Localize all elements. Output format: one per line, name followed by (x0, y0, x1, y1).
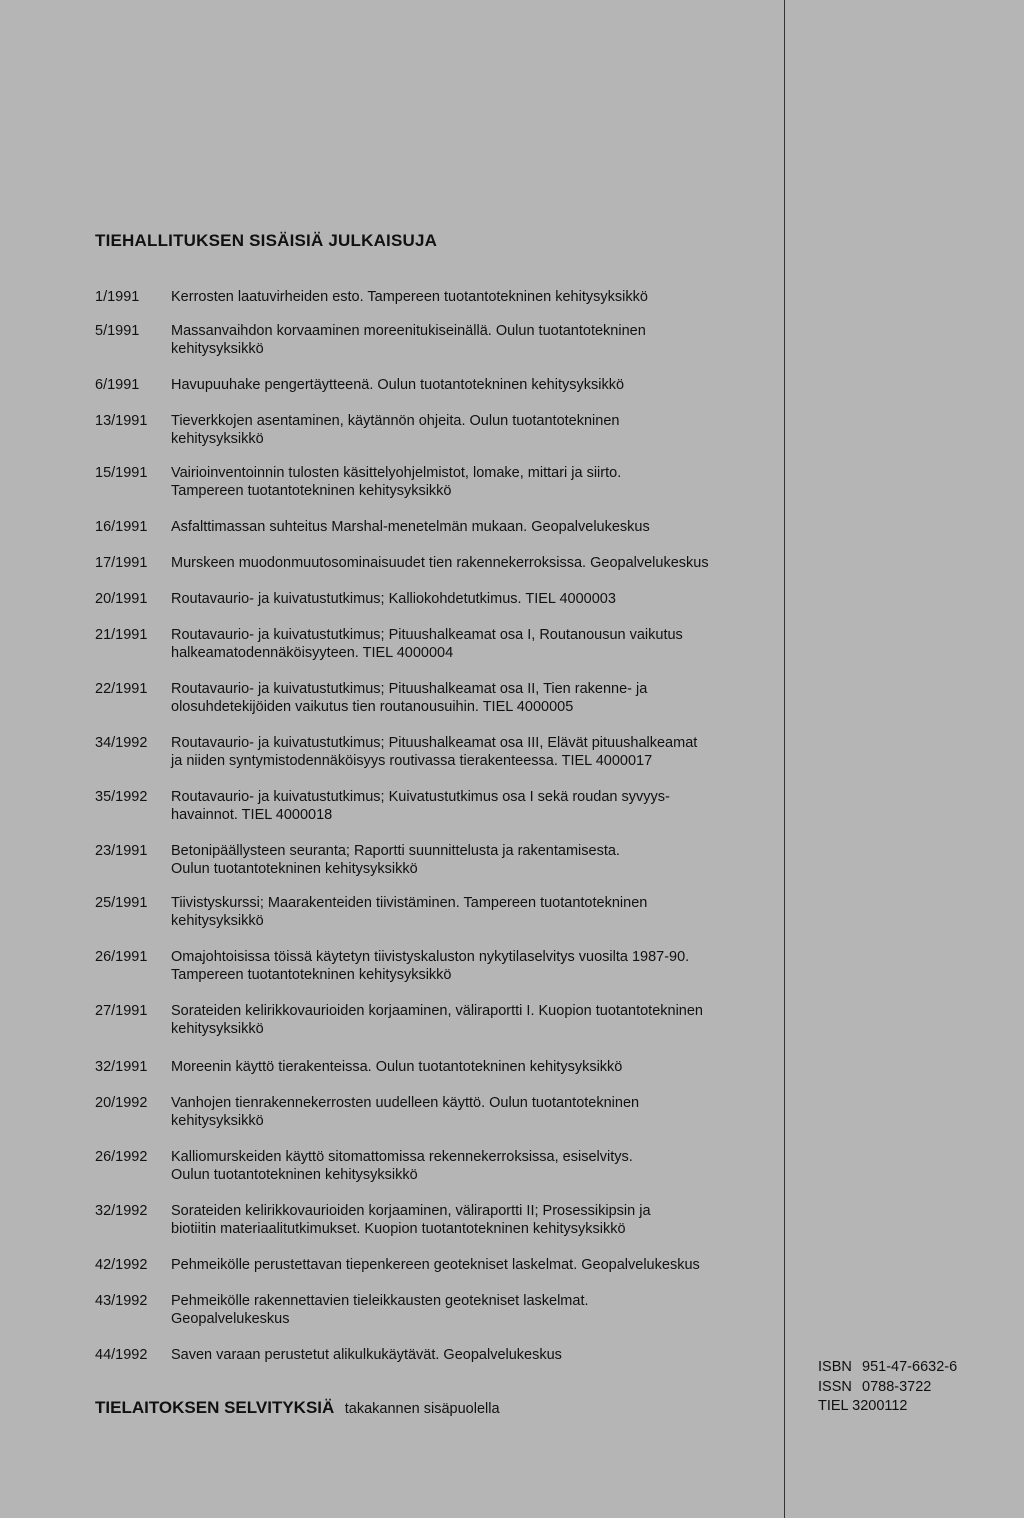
list-item (95, 1148, 783, 1184)
publication-title-line: havainnot. TIEL 4000018 (171, 807, 333, 823)
publication-number: 25/1991 (95, 895, 148, 911)
list-item (95, 788, 783, 824)
list-item (95, 894, 783, 930)
publication-title-line: Murskeen muodonmuutosominaisuudet tien rakennekerroksissa. Geopalvelukeskus (171, 555, 709, 571)
publication-number: 22/1991 (95, 681, 148, 697)
publication-title-line: Routavaurio- ja kuivatustutkimus; Pituushalkeamat osa II, Tien rakenne- ja (171, 681, 648, 697)
isbn-label: ISBN (818, 1359, 852, 1375)
publication-title (171, 1148, 783, 1184)
publication-number: 26/1991 (95, 949, 148, 965)
publication-title (171, 1292, 783, 1328)
publication-title (171, 788, 783, 824)
publication-title-line: Oulun tuotantotekninen kehitysyksikkö (171, 1167, 418, 1183)
issn-line (818, 1378, 957, 1398)
publication-title-line: kehitysyksikkö (171, 913, 264, 929)
publication-title (171, 1094, 783, 1130)
publication-number: 17/1991 (95, 555, 148, 571)
publication-title (171, 1256, 783, 1274)
list-item (95, 1346, 783, 1364)
publication-title-line: Pehmeikölle perustettavan tiepenkereen geotekniset laskelmat. Geopalvelukeskus (171, 1257, 700, 1273)
footer-line (95, 1398, 500, 1418)
publication-title-line: Geopalvelukeskus (171, 1311, 290, 1327)
publication-number: 44/1992 (95, 1347, 148, 1363)
publication-title-line: Kerrosten laatuvirheiden esto. Tampereen tuotantotekninen kehitysyksikkö (171, 289, 648, 305)
publication-title-line: Routavaurio- ja kuivatustutkimus; Kalliokohdetutkimus. TIEL 4000003 (171, 591, 616, 607)
publication-title (171, 376, 783, 394)
tiel-value: 3200112 (852, 1398, 908, 1414)
publication-number: 5/1991 (95, 323, 140, 339)
list-item (95, 1202, 783, 1238)
publication-title-line: Routavaurio- ja kuivatustutkimus; Pituushalkeamat osa III, Elävät pituushalkeamat (171, 735, 698, 751)
list-item (95, 1256, 783, 1274)
publication-number: 42/1992 (95, 1257, 148, 1273)
identifier-block (818, 1358, 957, 1417)
publication-title-line: Oulun tuotantotekninen kehitysyksikkö (171, 861, 418, 877)
publication-title-line: kehitysyksikkö (171, 1113, 264, 1129)
publication-number: 20/1992 (95, 1095, 148, 1111)
publication-title-line: Tieverkkojen asentaminen, käytännön ohjeita. Oulun tuotantotekninen (171, 413, 620, 429)
list-item (95, 288, 783, 306)
publication-title-line: Tampereen tuotantotekninen kehitysyksikkö (171, 483, 452, 499)
publication-title-line: Moreenin käyttö tierakenteissa. Oulun tuotantotekninen kehitysyksikkö (171, 1059, 623, 1075)
list-item (95, 464, 783, 500)
list-item (95, 1292, 783, 1328)
list-item (95, 590, 783, 608)
publication-title (171, 464, 783, 500)
publication-title-line: Sorateiden kelirikkovaurioiden korjaaminen, väliraportti II; Prosessikipsin ja (171, 1203, 651, 1219)
publication-title-line: Tiivistyskurssi; Maarakenteiden tiivistäminen. Tampereen tuotantotekninen (171, 895, 648, 911)
publication-title-line: Saven varaan perustetut alikulkukäytävät. Geopalvelukeskus (171, 1347, 562, 1363)
publication-title-line: Pehmeikölle rakennettavien tieleikkausten geotekniset laskelmat. (171, 1293, 589, 1309)
publication-title (171, 1002, 783, 1038)
isbn-value: 951-47-6632-6 (862, 1359, 958, 1375)
publication-title (171, 626, 783, 662)
vertical-rule (784, 0, 785, 1518)
publication-title-line: Asfalttimassan suhteitus Marshal-menetelmän mukaan. Geopalvelukeskus (171, 519, 650, 535)
publication-title (171, 590, 783, 608)
publication-title-line: Sorateiden kelirikkovaurioiden korjaaminen, väliraportti I. Kuopion tuotantotekninen (171, 1003, 703, 1019)
publication-number: 43/1992 (95, 1293, 148, 1309)
isbn-line (818, 1358, 957, 1378)
publication-title (171, 680, 783, 716)
publication-title-line: olosuhdetekijöiden vaikutus tien routanousuihin. TIEL 4000005 (171, 699, 574, 715)
list-item (95, 626, 783, 662)
list-item (95, 948, 783, 984)
publication-title (171, 948, 783, 984)
footer-title: TIELAITOKSEN SELVITYKSIÄ (95, 1398, 335, 1417)
publication-title-line: Betonipäällysteen seuranta; Raportti suunnittelusta ja rakentamisesta. (171, 843, 620, 859)
list-item (95, 1058, 783, 1076)
publication-number: 6/1991 (95, 377, 140, 393)
publication-number: 20/1991 (95, 591, 148, 607)
publication-title-line: kehitysyksikkö (171, 1021, 264, 1037)
list-item (95, 680, 783, 716)
publication-title (171, 734, 783, 770)
publication-title (171, 518, 783, 536)
page-heading: TIEHALLITUKSEN SISÄISIÄ JULKAISUJA (95, 231, 438, 250)
publication-title (171, 1202, 783, 1238)
publication-title-line: kehitysyksikkö (171, 431, 264, 447)
footer-note: takakannen sisäpuolella (344, 1401, 500, 1417)
publication-number: 13/1991 (95, 413, 148, 429)
publication-title-line: biotiitin materiaalitutkimukset. Kuopion tuotantotekninen kehitysyksikkö (171, 1221, 626, 1237)
publication-number: 32/1991 (95, 1059, 148, 1075)
publication-title-line: Routavaurio- ja kuivatustutkimus; Kuivatustutkimus osa I sekä roudan syvyys- (171, 789, 670, 805)
publication-number: 34/1992 (95, 735, 148, 751)
publication-number: 23/1991 (95, 843, 148, 859)
publication-title (171, 1058, 783, 1076)
list-item (95, 734, 783, 770)
publication-title-line: Vairioinventoinnin tulosten käsittelyohjelmistot, lomake, mittari ja siirto. (171, 465, 622, 481)
publication-number: 35/1992 (95, 789, 148, 805)
publication-title (171, 894, 783, 930)
publication-title (171, 322, 783, 358)
issn-value: 0788-3722 (862, 1378, 932, 1395)
list-item (95, 842, 783, 878)
list-item (95, 554, 783, 572)
publication-title-line: Vanhojen tienrakennekerrosten uudelleen käyttö. Oulun tuotantotekninen (171, 1095, 640, 1111)
publication-title-line: Massanvaihdon korvaaminen moreenitukiseinällä. Oulun tuotantotekninen (171, 323, 646, 339)
publication-number: 21/1991 (95, 627, 148, 643)
publication-number: 32/1992 (95, 1203, 148, 1219)
list-item (95, 1002, 783, 1038)
list-item (95, 1094, 783, 1130)
publication-title-line: Routavaurio- ja kuivatustutkimus; Pituushalkeamat osa I, Routanousun vaikutus (171, 627, 683, 643)
list-item (95, 376, 783, 394)
list-item (95, 322, 783, 358)
publication-title (171, 1346, 783, 1364)
list-item (95, 518, 783, 536)
publication-title-line: ja niiden syntymistodennäköisyys routivassa tierakenteessa. TIEL 4000017 (171, 753, 653, 769)
publication-title-line: Tampereen tuotantotekninen kehitysyksikkö (171, 967, 452, 983)
publication-title-line: Omajohtoisissa töissä käytetyn tiivistyskaluston nykytilaselvitys vuosilta 1987-90. (171, 949, 690, 965)
publication-number: 15/1991 (95, 465, 148, 481)
tiel-line (818, 1397, 957, 1417)
publication-title (171, 842, 783, 878)
publication-number: 16/1991 (95, 519, 148, 535)
publication-title-line: Havupuuhake pengertäytteenä. Oulun tuotantotekninen kehitysyksikkö (171, 377, 625, 393)
publication-title (171, 288, 783, 306)
publication-title (171, 412, 783, 448)
list-item (95, 412, 783, 448)
publication-number: 27/1991 (95, 1003, 148, 1019)
tiel-label: TIEL (818, 1398, 849, 1414)
publication-title (171, 554, 783, 572)
publication-number: 1/1991 (95, 289, 140, 305)
publication-number: 26/1992 (95, 1149, 148, 1165)
issn-label: ISSN (818, 1378, 852, 1395)
publication-title-line: halkeamatodennäköisyyteen. TIEL 4000004 (171, 645, 454, 661)
publication-title-line: Kalliomurskeiden käyttö sitomattomissa rekennekerroksissa, esiselvitys. (171, 1149, 633, 1165)
publication-title-line: kehitysyksikkö (171, 341, 264, 357)
